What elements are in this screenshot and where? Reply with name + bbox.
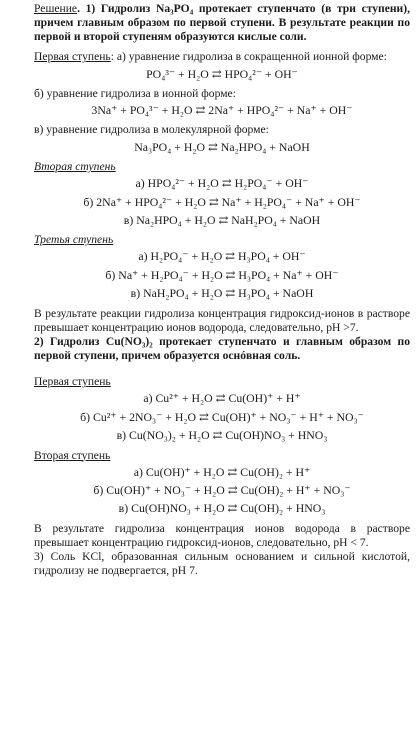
stage3-b-equation: б) Na⁺ + H₂PO₄⁻ + H₂O ⇄ H₃PO₄ + Na⁺ + OH⁻ bbox=[105, 267, 339, 282]
stage2-label: Вторая ступень bbox=[34, 160, 116, 174]
part2-stage1-c-equation: в) Cu(NO₃)₂ + H₂O ⇄ Cu(OH)NO₃ + HNO₃ bbox=[116, 428, 328, 443]
stage1-a-equation: PO₄³⁻ + H₂O ⇄ HPO₄²⁻ + OH⁻ bbox=[146, 66, 298, 81]
part1-conclusion: В результате реакции гидролиза концентрация гидроксид-ионов в растворе превышает концентрацию ионов водорода, следовательно, pH >7. bbox=[34, 306, 410, 334]
part2-stage2-b-equation: б) Cu(OH)⁺ + NO₃⁻ + H₂O ⇄ Cu(OH)₂ + H⁺ + NO₃⁻ bbox=[93, 483, 351, 498]
part2-stage2-c-equation: в) Cu(OH)NO₃ + H₂O ⇄ Cu(OH)₂ + HNO₃ bbox=[118, 501, 326, 516]
part3-paragraph: 3) Соль KCl, образованная сильным основанием и сильной кислотой, гидролизу не подвергается, pH 7. bbox=[34, 550, 410, 578]
stage1-b-equation: 3Na⁺ + PO₄³⁻ + H₂O ⇄ 2Na⁺ + HPO₄²⁻ + Na⁺ + OH⁻ bbox=[91, 103, 353, 118]
part2-stage1-a-equation: а) Cu²⁺ + H₂O ⇄ Cu(OH)⁺ + H⁺ bbox=[143, 391, 301, 406]
stage1-c-text: в) уравнение гидролиза в молекулярной форме: bbox=[34, 123, 269, 137]
stage1-a-text: : а) уравнение гидролиза в сокращенной ионной форме: bbox=[110, 50, 387, 64]
stage1-b-text: б) уравнение гидролиза в ионной форме: bbox=[34, 86, 236, 100]
stage1-c-equation: Na₃PO₄ + H₂O ⇄ Na₂HPO₄ + NaOH bbox=[134, 139, 310, 154]
stage3-c-equation: в) NaH₂PO₄ + H₂O ⇄ H₃PO₄ + NaOH bbox=[130, 286, 314, 301]
part2-stage2-label: Вторая ступень bbox=[34, 448, 111, 462]
part2-stage1-b-equation: б) Cu²⁺ + 2NO₃⁻ + H₂O ⇄ Cu(OH)⁺ + NO₃⁻ + H⁺ + NO₃⁻ bbox=[80, 409, 364, 424]
stage1-label: Первая ступень bbox=[34, 50, 111, 64]
intro-text: . 1) Гидролиз Na₃PO₄ протекает ступенчато (в три ступени), причем главным образом по первой ступени. В результате реакции по первой и второй ступеням образуются кислые соли. bbox=[34, 2, 410, 44]
intro-paragraph bbox=[34, 2, 410, 44]
stage1-header bbox=[34, 50, 410, 64]
stage2-a-equation: а) HPO₄²⁻ + H₂O ⇄ H₂PO₄⁻ + OH⁻ bbox=[135, 176, 309, 191]
stage2-c-equation: в) Na₂HPO₄ + H₂O ⇄ NaH₂PO₄ + NaOH bbox=[123, 212, 321, 227]
part2-stage1-label: Первая ступень bbox=[34, 375, 111, 389]
part2-conclusion: В результате гидролиза концентрация ионов водорода в растворе превышает концентрацию гидроксид-ионов, следовательно, pH < 7. bbox=[34, 521, 410, 549]
stage3-a-equation: а) H₂PO₄⁻ + H₂O ⇄ H₃PO₄ + OH⁻ bbox=[138, 249, 306, 264]
solution-label: Решение bbox=[34, 2, 78, 15]
stage3-label: Третья ступень bbox=[34, 233, 114, 247]
stage2-b-equation: б) 2Na⁺ + HPO₄²⁻ + H₂O ⇄ Na⁺ + H₂PO₄⁻ + Na⁺ + OH⁻ bbox=[83, 194, 361, 209]
part2-stage2-a-equation: а) Cu(OH)⁺ + H₂O ⇄ Cu(OH)₂ + H⁺ bbox=[133, 464, 311, 479]
part2-intro: 2) Гидролиз Cu(NO₃)₂ протекает ступенчато и главным образом по первой ступени, причем образуется оснóвная соль. bbox=[34, 334, 410, 363]
